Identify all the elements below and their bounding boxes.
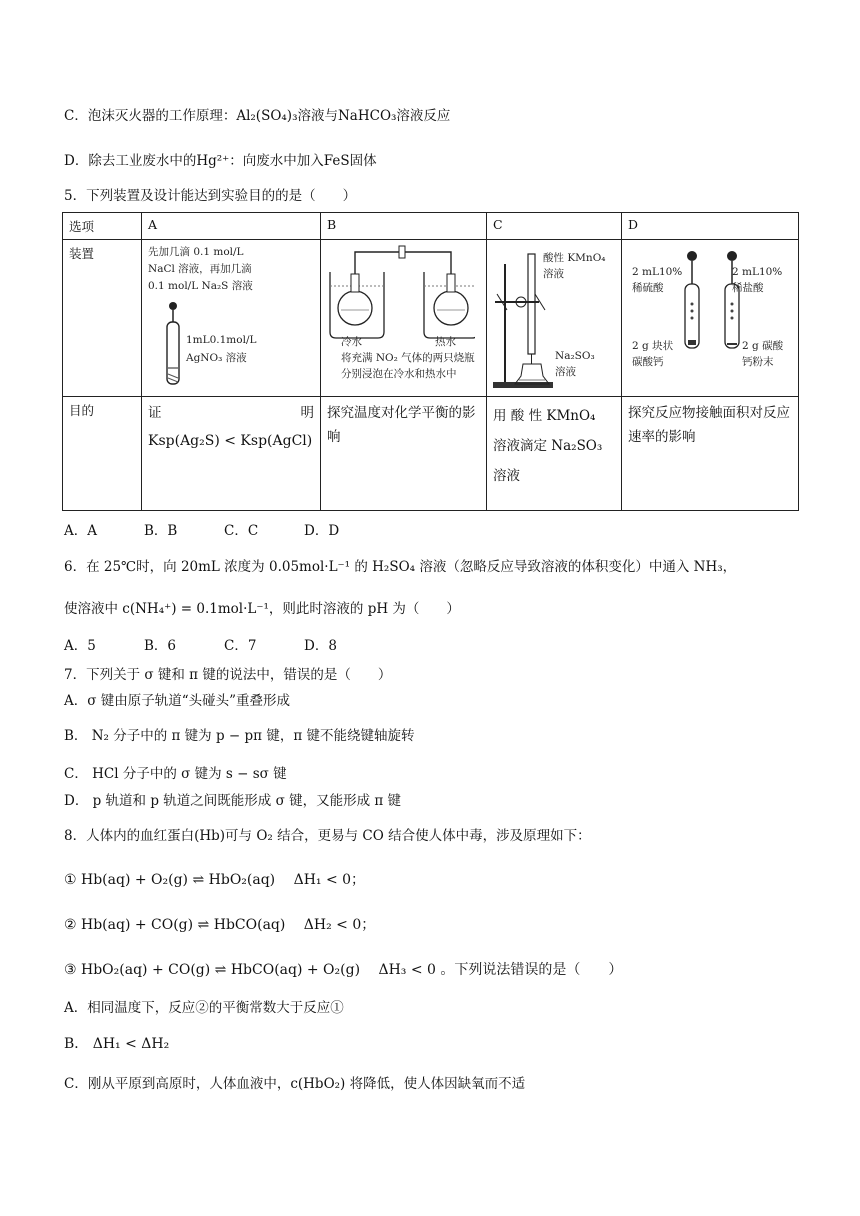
figure-d bbox=[622, 240, 799, 397]
q5-stem: 5．下列装置及设计能达到实验目的的是（ ） bbox=[64, 188, 357, 204]
fig-d-right-top-1: 2 mL10% bbox=[732, 266, 783, 278]
q8-option-c: C．刚从平原到高原时，人体血液中，c(HbO₂) 将降低，使人体因缺氧而不适 bbox=[64, 1076, 526, 1092]
fig-d-right-bottom-1: 2 g 碳酸 bbox=[742, 340, 784, 352]
fig-c-label-1: 酸性 KMnO₄ bbox=[543, 252, 606, 264]
q8-stem: 8．人体内的血红蛋白(Hb)可与 O₂ 结合，更易与 CO 结合使人体中毒，涉及原理如下： bbox=[64, 828, 591, 844]
q5-option-b: B．B bbox=[144, 523, 178, 539]
fig-b-caption-1: 将充满 NO₂ 气体的两只烧瓶 bbox=[341, 352, 475, 364]
q7-option-c: C． HCl 分子中的 σ 键为 s − sσ 键 bbox=[64, 766, 287, 782]
q6-stem-line-2: 使溶液中 c(NH₄⁺) = 0.1mol·L⁻¹，则此时溶液的 pH 为（ ） bbox=[64, 601, 460, 617]
row-label-device: 装置 bbox=[63, 240, 142, 397]
q6-option-d: D．8 bbox=[304, 638, 337, 654]
q7-option-b: B． N₂ 分子中的 π 键为 p − pπ 键，π 键不能绕键轴旋转 bbox=[64, 728, 415, 744]
fig-d-right-top-2: 稀盐酸 bbox=[732, 282, 764, 294]
fig-c-label-4: 溶液 bbox=[555, 366, 576, 378]
fig-a-text-2: NaCl 溶液，再加几滴 bbox=[148, 263, 252, 275]
q5-table bbox=[62, 212, 799, 511]
fig-a-text-1: 先加几滴 0.1 mol/L bbox=[148, 246, 244, 258]
purpose-c bbox=[487, 397, 622, 511]
fig-b-cold-label: 冷水 bbox=[341, 336, 362, 348]
fig-d-left-bottom-2: 碳酸钙 bbox=[632, 356, 664, 368]
purpose-a-word-2: 明 bbox=[300, 405, 314, 421]
purpose-d: 探究反应物接触面积对反应速率的影响 bbox=[622, 397, 799, 511]
q5-options bbox=[64, 521, 384, 541]
fig-d-left-bottom-1: 2 g 块状 bbox=[632, 340, 674, 352]
purpose-a-formula: Ksp(Ag₂S) < Ksp(AgCl) bbox=[148, 433, 313, 449]
fig-b-hot-label: 热水 bbox=[435, 336, 456, 348]
col-header-c: C bbox=[487, 213, 622, 240]
q8-equation-1: ① Hb(aq) + O₂(g) ⇌ HbO₂(aq) ΔH₁ < 0； bbox=[64, 872, 366, 888]
fig-d-left-top-2: 稀硫酸 bbox=[632, 282, 664, 294]
q7-option-a: A．σ 键由原子轨道“头碰头”重叠形成 bbox=[64, 693, 291, 709]
fig-d-left-top-1: 2 mL10% bbox=[632, 266, 683, 278]
q5-option-d: D．D bbox=[304, 523, 340, 539]
q6-options bbox=[64, 636, 384, 656]
fig-d-right-bottom-2: 钙粉末 bbox=[742, 356, 774, 368]
row-label-purpose: 目的 bbox=[63, 397, 142, 511]
fig-a-text-4: 1mL0.1mol/L bbox=[186, 334, 257, 346]
purpose-c-line-1: 用 酸 性 KMnO₄ bbox=[493, 408, 596, 424]
q7-option-d: D． p 轨道和 p 轨道之间既能形成 σ 键，又能形成 π 键 bbox=[64, 793, 402, 809]
figure-b bbox=[321, 240, 487, 397]
q6-stem-line-1: 6．在 25℃时，向 20mL 浓度为 0.05mol·L⁻¹ 的 H₂SO₄ 溶液（忽略反应导致溶液的体积变化）中通入 NH₃， bbox=[64, 559, 737, 575]
q4-option-c: C．泡沫灭火器的工作原理：Al₂(SO₄)₃溶液与NaHCO₃溶液反应 bbox=[64, 108, 451, 124]
q7-stem: 7．下列关于 σ 键和 π 键的说法中，错误的是（ ） bbox=[64, 667, 392, 683]
purpose-c-line-3: 溶液 bbox=[493, 468, 520, 484]
col-header-a: A bbox=[142, 213, 321, 240]
q8-option-a: A．相同温度下，反应②的平衡常数大于反应① bbox=[64, 1000, 344, 1016]
figure-a bbox=[142, 240, 321, 397]
col-header-d: D bbox=[622, 213, 799, 240]
purpose-a bbox=[142, 397, 321, 511]
q6-option-c: C．7 bbox=[224, 638, 257, 654]
col-header-option: 选项 bbox=[63, 213, 142, 240]
q8-equation-2: ② Hb(aq) + CO(g) ⇌ HbCO(aq) ΔH₂ < 0； bbox=[64, 917, 376, 933]
fig-b-caption-2: 分别浸泡在冷水和热水中 bbox=[341, 368, 457, 380]
fig-c-label-3: Na₂SO₃ bbox=[555, 350, 595, 362]
q6-option-a: A．5 bbox=[64, 638, 96, 654]
q8-option-b: B． ΔH₁ < ΔH₂ bbox=[64, 1036, 170, 1052]
q8-equation-3: ③ HbO₂(aq) + CO(g) ⇌ HbCO(aq) + O₂(g) ΔH₃ < 0 。下列说法错误的是（ ） bbox=[64, 962, 623, 978]
fig-a-text-3: 0.1 mol/L Na₂S 溶液 bbox=[148, 280, 253, 292]
q5-option-a: A．A bbox=[64, 523, 97, 539]
fig-c-label-2: 溶液 bbox=[543, 268, 564, 280]
purpose-b: 探究温度对化学平衡的影响 bbox=[321, 397, 487, 511]
purpose-c-line-2: 溶液滴定 Na₂SO₃ bbox=[493, 438, 603, 454]
q5-option-c: C．C bbox=[224, 523, 259, 539]
col-header-b: B bbox=[321, 213, 487, 240]
purpose-a-word-1: 证 bbox=[148, 405, 162, 421]
beakers-flasks-diagram bbox=[325, 244, 475, 344]
figure-c bbox=[487, 240, 622, 397]
q6-option-b: B．6 bbox=[144, 638, 177, 654]
fig-a-text-5: AgNO₃ 溶液 bbox=[186, 352, 247, 364]
q4-option-d: D．除去工业废水中的Hg²⁺：向废水中加入FeS固体 bbox=[64, 153, 377, 169]
